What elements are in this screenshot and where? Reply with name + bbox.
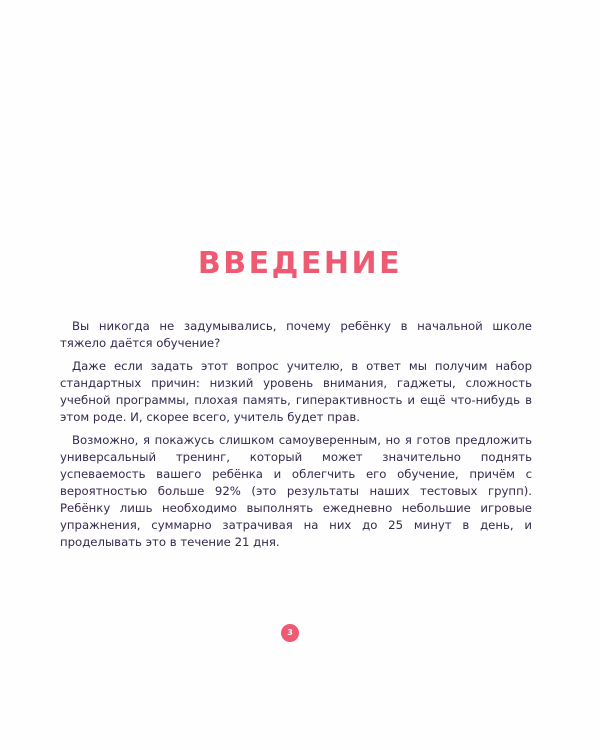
paragraph-1: Вы никогда не задумывались, почему ребёнку в начальной школе тяжело даётся обучение? — [60, 319, 532, 350]
paragraph-2: Даже если задать этот вопрос учителю, в ответ мы получим набор стандартных причин: низкий уровень внимания, гаджеты, сложность учебной программы, плохая память, гиперактивность и ещё что-нибудь в этом роде. И, скорее всего, учитель будет прав. — [60, 359, 532, 424]
page-title: ВВЕДЕНИЕ — [197, 246, 403, 281]
page-number-badge: 3 — [281, 624, 299, 642]
intro-text — [60, 318, 532, 557]
paragraph-3: Возможно, я покажусь слишком самоуверенным, но я готов предложить универсальный тренинг, который может значительно поднять успеваемость вашего ребёнка и облегчить его обучение, причём с вероятностью больше 92% (это результаты наших тестовых групп). Ребёнку лишь необходимо выполнять ежедневно небольшие игровые упражнения, суммарно затрачивая на них до 25 минут в день, и проделывать это в течение 21 дня. — [60, 433, 532, 549]
